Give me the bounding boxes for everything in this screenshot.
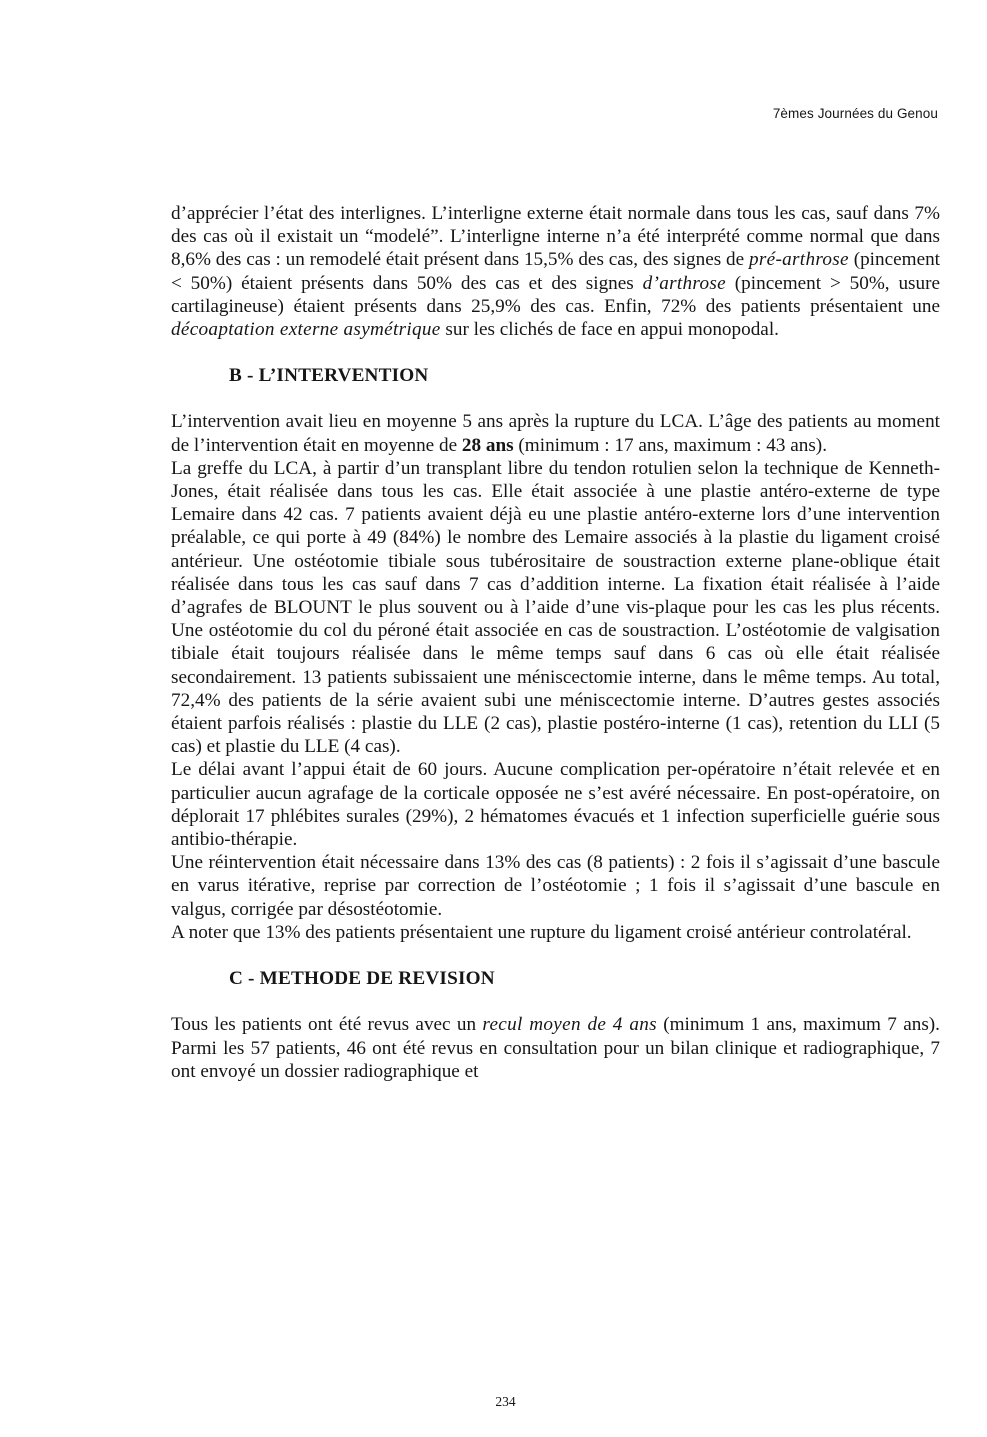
text-run: Tous les patients ont été revus avec un <box>171 1014 483 1036</box>
text-run: L’intervention avait lieu en moyenne 5 ans après la rupture du LCA. L’âge des patients au moment de l’intervention était en moyenne de <box>171 411 940 456</box>
text-run: (minimum 1 ans, maximum 7 ans). Parmi les 57 patients, 46 ont été revus en consultation pour un bilan clinique et radiographique, 7 ont envoyé un dossier radiographique et <box>171 1014 940 1082</box>
section-heading-revision-method: C - METHODE DE REVISION <box>229 968 495 990</box>
bold-term-age: 28 ans <box>461 434 514 456</box>
paragraph-contralateral-rupture: A noter que 13% des patients présentaient une rupture du ligament croisé antérieur controlatéral. <box>171 921 912 943</box>
text-run: (pincement < 50%) étaient présents dans 50% des cas et des signes <box>171 249 941 294</box>
italic-term-arthrose: d’arthrose <box>642 272 726 294</box>
text-run: (minimum : 17 ans, maximum : 43 ans). <box>513 434 827 456</box>
page-number: 234 <box>495 1394 516 1409</box>
italic-term-recul-moyen: recul moyen de 4 ans <box>482 1014 657 1036</box>
italic-term-decoaptation: décoaptation externe asymétrique <box>171 319 441 341</box>
paragraph-follow-up <box>171 1013 940 1083</box>
page-body <box>171 202 940 1083</box>
paragraph-radiographic-assessment <box>171 202 940 341</box>
running-header: 7èmes Journées du Genou <box>772 106 938 121</box>
italic-term-pre-arthrose: pré-arthrose <box>748 249 849 271</box>
text-run: d’apprécier l’état des interlignes. L’interligne externe était normale dans tous les cas, sauf dans 7% des cas où il existait un “modelé”. L’interligne interne n’a été interprété comme normal que dans 8,6% des cas : un remodelé était présent dans 15,5% des cas, des signes de <box>171 203 940 271</box>
paragraph-surgical-technique: La greffe du LCA, à partir d’un transplant libre du tendon rotulien selon la technique de Kenneth-Jones, était réalisée dans tous les cas. Elle était associée à une plastie antéro-externe de type Lemaire dans 42 cas. 7 patients avaient déjà eu une plastie antéro-externe lors d’une intervention préalable, ce qui porte à 49 (84%) le nombre des Lemaire associés à la plastie du ligament croisé antérieur. Une ostéotomie tibiale sous tubérositaire de soustraction externe plane-oblique était réalisée dans tous les cas sauf dans 7 cas d’addition interne. La fixation était réalisée à l’aide d’agrafes de BLOUNT le plus souvent ou à l’aide d’une vis-plaque pour les cas les plus récents. Une ostéotomie du col du péroné était associée en cas de soustraction. L’ostéotomie de valgisation tibiale était toujours réalisée dans le même temps sauf dans 6 cas où elle était réalisée secondairement. 13 patients subissaient une méniscectomie interne, dans le même temps. Au total, 72,4% des patients de la série avaient subi une méniscectomie interne. D’autres gestes associés étaient parfois réalisés : plastie du LLE (2 cas), plastie postéro-interne (1 cas), retention du LLI (5 cas) et plastie du LLE (4 cas). <box>171 457 940 758</box>
text-run: (pincement > 50%, usure cartilagineuse) étaient présents dans 25,9% des cas. Enfin, 72% des patients présentaient une <box>171 272 941 317</box>
paragraph-reintervention: Une réintervention était nécessaire dans 13% des cas (8 patients) : 2 fois il s’agissait d’une bascule en varus itérative, reprise par correction de l’ostéotomie ; 1 fois il s’agissait d’une bascule en valgus, corrigée par désostéotomie. <box>171 852 940 920</box>
text-run: sur les clichés de face en appui monopodal. <box>440 319 779 341</box>
paragraph-complications: Le délai avant l’appui était de 60 jours. Aucune complication per-opératoire n’était relevée et en particulier aucun agrafage de la corticale opposée ne s’est avéré nécessaire. En post-opératoire, on déplorait 17 phlébites surales (29%), 2 hématomes évacués et 1 infection superficielle guérie sous antibio-thérapie. <box>171 759 940 851</box>
paragraph-intervention-timing <box>171 410 940 456</box>
section-heading-intervention: B - L’INTERVENTION <box>229 365 429 387</box>
